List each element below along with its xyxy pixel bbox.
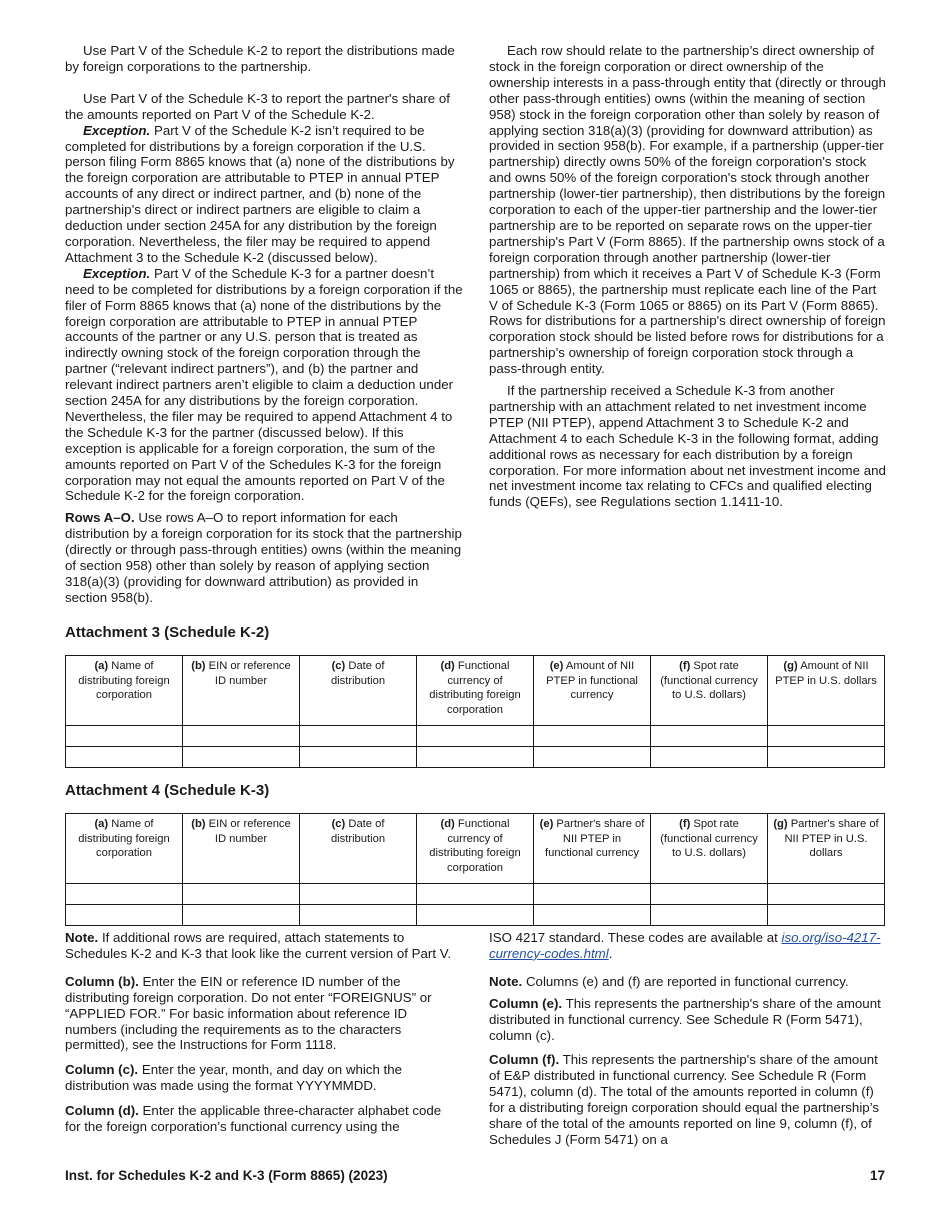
table-row xyxy=(66,905,885,926)
column-header-f: (f) Spot rate (functional currency to U.S. dollars) xyxy=(651,656,768,726)
column-f-text: This represents the partnership's share of the amount of E&P distributed in functional currency. See Schedule R (Form 5471), column (d). The total of the amounts reported in column (f) for a distributing foreign corporation should equal the partnership’s share of the total of the amounts reported on line 9, column (f), of Schedules J (Form 5471) on a xyxy=(489,1052,880,1147)
attachment-4-title: Attachment 4 (Schedule K-3) xyxy=(65,782,270,799)
column-e-label: Column (e). xyxy=(489,995,563,1011)
table-cell[interactable] xyxy=(183,747,300,768)
page-footer xyxy=(65,1168,885,1184)
table-row xyxy=(66,726,885,747)
note-label: Note. xyxy=(489,973,523,989)
column-f-label: Column (f). xyxy=(489,1052,560,1068)
iso-currency-codes-link[interactable]: iso.org/iso-4217-currency-codes.html xyxy=(489,930,881,961)
right-column xyxy=(489,43,887,510)
table-cell[interactable] xyxy=(651,726,768,747)
exception-label: Exception. xyxy=(83,122,151,138)
column-header-g: (g) Partner's share of NII PTEP in U.S. dollars xyxy=(768,814,885,884)
rows-a-o-text: Use rows A–O to report information for each distribution by a foreign corporation for its stock that the partnership (directly or through pass-through entities) owns (within the meaning of section 958) other than solely by reason of applying section 318(a)(3) (providing for downward attribution) as provided in section 958(b). xyxy=(65,510,462,605)
column-header-e: (e) Amount of NII PTEP in functional currency xyxy=(534,656,651,726)
left-column xyxy=(65,43,463,606)
paragraph-column-c xyxy=(65,1062,455,1094)
table-cell[interactable] xyxy=(651,905,768,926)
bottom-right-column xyxy=(489,930,887,1148)
column-d-text: Enter the applicable three-character alphabet code for the foreign corporation’s functional currency using the xyxy=(65,1103,442,1135)
table-cell[interactable] xyxy=(417,726,534,747)
note-label: Note. xyxy=(65,930,99,945)
paragraph-exception-k2 xyxy=(65,123,463,266)
column-header-c: (c) Date of distribution xyxy=(300,656,417,726)
paragraph-part-v-k3: Use Part V of the Schedule K-3 to report the partner's share of the amounts reported on Part V of the Schedule K-2. xyxy=(65,90,450,122)
note-text: If additional rows are required, attach statements to Schedules K-2 and K-3 that look like the current version of Part V. xyxy=(65,930,452,961)
table-cell[interactable] xyxy=(417,884,534,905)
table-cell[interactable] xyxy=(66,884,183,905)
table-cell[interactable] xyxy=(66,747,183,768)
table-header-row xyxy=(66,656,885,726)
table-header-row xyxy=(66,814,885,884)
paragraph-note-columns xyxy=(489,974,887,990)
table-cell[interactable] xyxy=(534,905,651,926)
column-e-text: This represents the partnership's share of the amount distributed in functional currency. See Schedule R (Form 5471), column (c). xyxy=(489,995,881,1043)
column-header-d: (d) Functional currency of distributing foreign corporation xyxy=(417,656,534,726)
exception-text: Part V of the Schedule K-2 isn’t required to be completed for distributions by a foreign corporation if the U.S. person filing Form 8865 knows that (a) none of the distributions by the foreign corporation are attributable to PTEP in annual PTEP accounts of any direct or indirect partner, and (b) none of the partnership’s direct or indirect partners are eligible to claim a deduction under section 245A for any distribution by the foreign corporation. Nevertheless, the filer may be required to append Attachment 3 to the Schedule K-2 (discussed below). xyxy=(65,122,455,265)
attachment-4-table xyxy=(65,813,885,926)
table-cell[interactable] xyxy=(768,747,885,768)
paragraph-column-f xyxy=(489,1052,887,1147)
table-cell[interactable] xyxy=(534,884,651,905)
column-c-text: Enter the year, month, and day on which the distribution was made using the format YYYYMMDD. xyxy=(65,1062,403,1094)
table-cell[interactable] xyxy=(183,905,300,926)
paragraph-row-ownership: Each row should relate to the partnership’s direct ownership of stock in the foreign corporation or direct ownership of the ownership interests in a pass-through entity that (directly or through other pass-through entities) owns (within the meaning of section 958) stock in the foreign corporation other than solely by reason of applying section 318(a)(3) (providing for downward attribution) as provided in section 958(b). For example, if a partnership (upper-tier partnership) directly owns 50% of the foreign corporation's stock and owns 50% of the foreign corporation's stock through another partnership (lower-tier partnership), then distributions by the foreign corporation to each of the upper-tier partnership and the lower-tier partnership are to be reported on separate rows on the upper-tier partnership's Part V (Form 8865). If the partnership owns stock of a foreign corporation through another partnership (lower-tier partnership) from which it receives a Part V of Schedule K-3 (Form 1065 or 8865), the partnership must replicate each line of the Part V of Schedule K-3 (Form 1065 or 8865) on its Part V (Form 8865). Rows for distributions for a partnership's direct ownership of foreign corporation stock should be listed before rows for distributions for a partnership’s ownership of foreign corporation stock through a pass-through entity. xyxy=(489,43,886,377)
table-cell[interactable] xyxy=(183,726,300,747)
table-cell[interactable] xyxy=(300,884,417,905)
paragraph-column-b xyxy=(65,974,455,1054)
column-header-b: (b) EIN or reference ID number xyxy=(183,656,300,726)
table-row xyxy=(66,884,885,905)
table-cell[interactable] xyxy=(300,905,417,926)
table-cell[interactable] xyxy=(534,726,651,747)
column-header-g: (g) Amount of NII PTEP in U.S. dollars xyxy=(768,656,885,726)
column-b-text: Enter the EIN or reference ID number of the distributing foreign corporation. Do not enter “FOREIGNUS” or “APPLIED FOR.” For basic information about reference ID numbers (including the requirements as to the characters permitted), see the Instructions for Form 1118. xyxy=(65,973,432,1053)
column-header-d: (d) Functional currency of distributing foreign corporation xyxy=(417,814,534,884)
table-cell[interactable] xyxy=(183,884,300,905)
column-header-a: (a) Name of distributing foreign corporation xyxy=(66,656,183,726)
note-text: Columns (e) and (f) are reported in functional currency. xyxy=(522,973,849,989)
table-cell[interactable] xyxy=(66,905,183,926)
iso-text: ISO 4217 standard. These codes are available at xyxy=(489,930,782,945)
column-header-e: (e) Partner's share of NII PTEP in functional currency xyxy=(534,814,651,884)
attachment-3-table xyxy=(65,655,885,768)
paragraph-iso-4217 xyxy=(489,930,887,962)
table-cell[interactable] xyxy=(768,905,885,926)
table-cell[interactable] xyxy=(417,905,534,926)
column-c-label: Column (c). xyxy=(65,1062,139,1078)
table-row xyxy=(66,747,885,768)
table-cell[interactable] xyxy=(300,726,417,747)
table-cell[interactable] xyxy=(768,884,885,905)
page-number: 17 xyxy=(869,1168,885,1183)
paragraph-note-rows xyxy=(65,930,455,962)
column-header-f: (f) Spot rate (functional currency to U.S. dollars) xyxy=(651,814,768,884)
table-cell[interactable] xyxy=(768,726,885,747)
bottom-left-column xyxy=(65,930,455,1135)
column-header-c: (c) Date of distribution xyxy=(300,814,417,884)
paragraph-column-d xyxy=(65,1103,455,1135)
exception-label: Exception. xyxy=(83,265,151,281)
column-d-label: Column (d). xyxy=(65,1103,139,1119)
paragraph-nii-ptep: If the partnership received a Schedule K-3 from another partnership with an attachment related to net investment income PTEP (NII PTEP), append Attachment 3 to Schedule K-2 and Attachment 4 to each Schedule K-3 in the following format, adding additional rows as necessary for each distribution by a foreign corporation. For more information about net investment income and net investment income tax relating to CFCs and qualified electing funds (QEFs), see Regulations section 1.1411-10. xyxy=(489,383,886,510)
table-cell[interactable] xyxy=(66,726,183,747)
table-cell[interactable] xyxy=(534,747,651,768)
table-cell[interactable] xyxy=(300,747,417,768)
table-cell[interactable] xyxy=(651,747,768,768)
column-header-b: (b) EIN or reference ID number xyxy=(183,814,300,884)
iso-end: . xyxy=(608,945,613,961)
rows-a-o-label: Rows A–O. xyxy=(65,510,135,526)
paragraph-exception-k3 xyxy=(65,266,463,505)
attachment-3-title: Attachment 3 (Schedule K-2) xyxy=(65,624,270,641)
exception-text: Part V of the Schedule K-3 for a partner doesn’t need to be completed for distributions by a foreign corporation if the filer of Form 8865 knows that (a) none of the distributions by the foreign corporation are attributable to PTEP in annual PTEP accounts of the partner or any U.S. person that is treated as indirectly owning stock of the foreign corporation through the partner (“relevant indirect partners”), and (b) the partner and relevant indirect partners aren’t eligible to claim a deduction under section 245A for any distributions by the foreign corporation. Nevertheless, the filer may be required to append Attachment 4 to the Schedule K-3 for the partner (discussed below). If this exception is applicable for a foreign corporation, the sum of the amounts reported on Part V of the Schedules K-3 for the foreign corporation may not equal the amounts reported on Part V of the Schedule K-2 for the foreign corporation. xyxy=(65,265,463,504)
column-header-a: (a) Name of distributing foreign corporation xyxy=(66,814,183,884)
table-cell[interactable] xyxy=(651,884,768,905)
table-cell[interactable] xyxy=(417,747,534,768)
column-b-label: Column (b). xyxy=(65,973,139,989)
paragraph-rows-a-o xyxy=(65,510,463,605)
footer-title: Inst. for Schedules K-2 and K-3 (Form 8865) (2023) xyxy=(65,1168,388,1183)
paragraph-column-e xyxy=(489,996,887,1044)
paragraph-part-v-k2: Use Part V of the Schedule K-2 to report the distributions made by foreign corporations to the partnership. xyxy=(65,43,455,74)
